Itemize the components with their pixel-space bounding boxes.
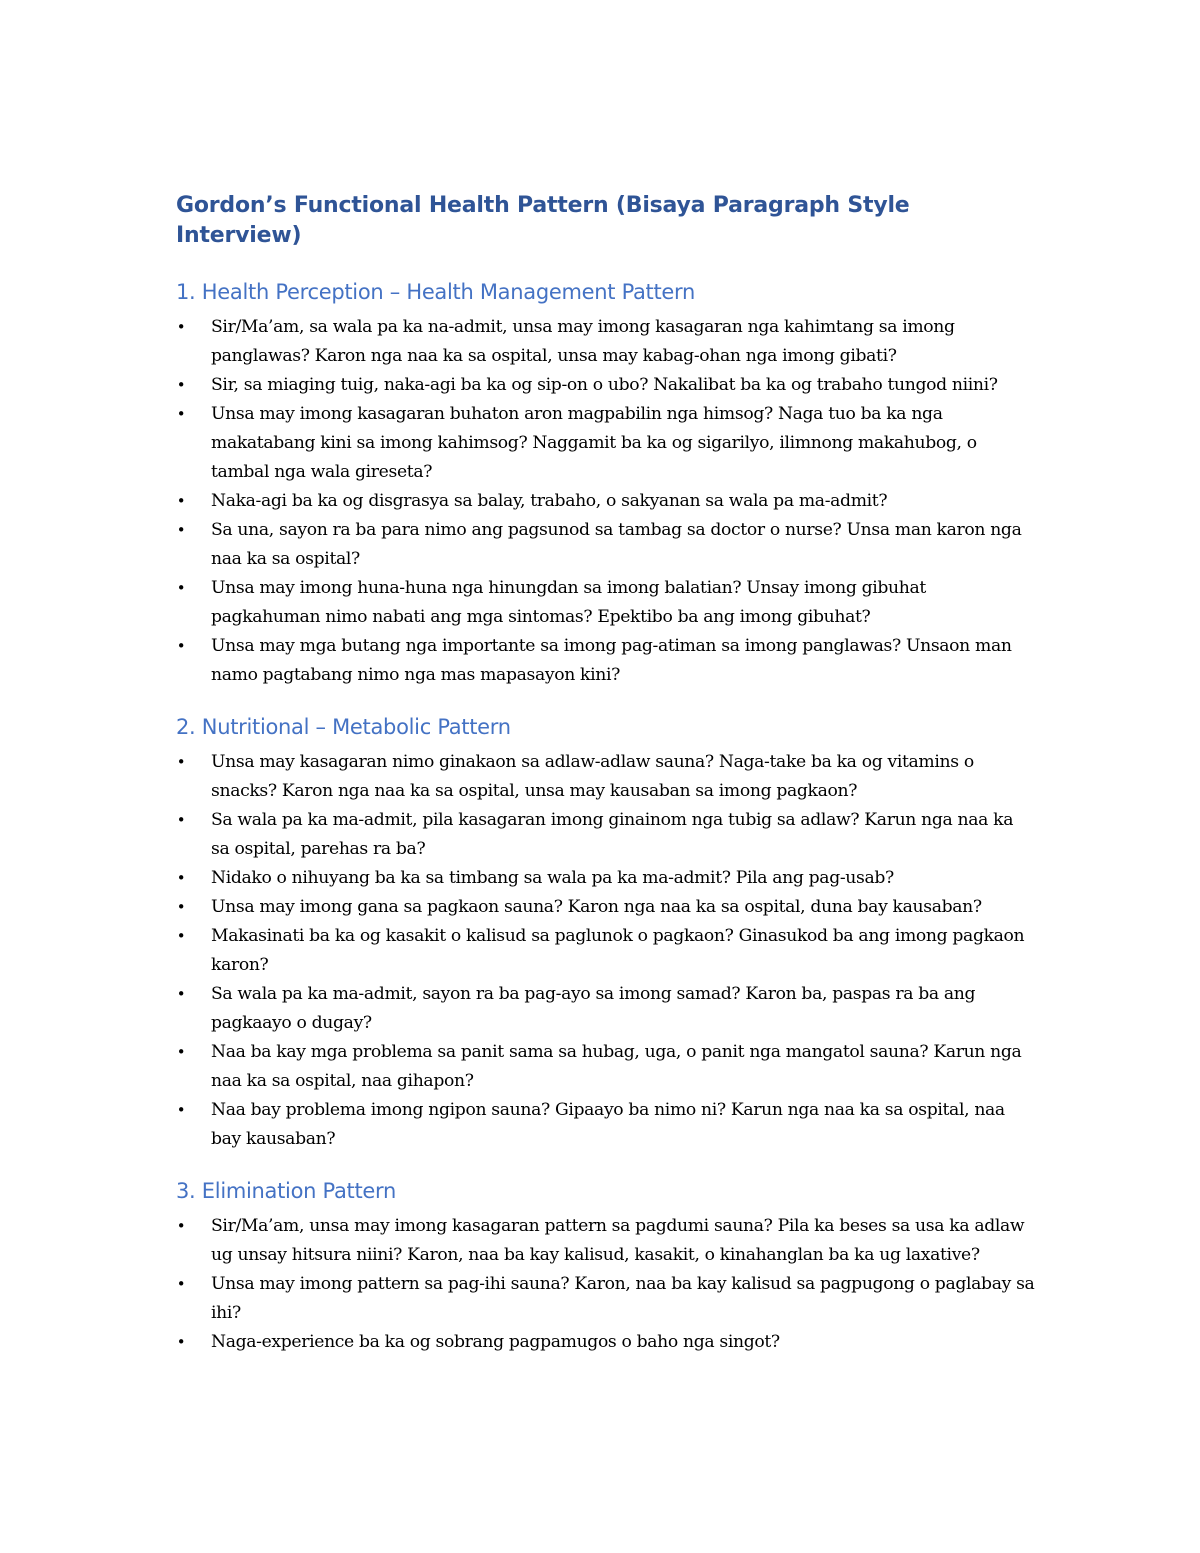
list-item: [176, 371, 1036, 400]
list-item: [176, 1212, 1036, 1270]
question-list: [176, 313, 1036, 690]
list-item: [176, 313, 1036, 371]
bullet-icon: •: [176, 1333, 186, 1351]
question-list: [176, 1212, 1036, 1357]
list-item: [176, 487, 1036, 516]
bullet-icon: •: [176, 811, 186, 829]
list-item: [176, 400, 1036, 487]
section-nutritional-metabolic: [176, 712, 1036, 1154]
bullet-icon: •: [176, 1275, 186, 1293]
list-item: [176, 1270, 1036, 1328]
question-text: Sir/Ma’am, unsa may imong kasagaran pattern sa pagdumi sauna? Pila ka beses sa usa ka adlaw ug unsay hitsura niini? Karon, naa ba kay kalisud, kasakit, o kinahanglan ba ka ug laxative?: [211, 1216, 1025, 1265]
question-text: Sa wala pa ka ma-admit, pila kasagaran imong ginainom nga tubig sa adlaw? Karun nga naa ka sa ospital, parehas ra ba?: [211, 810, 1014, 859]
bullet-icon: •: [176, 376, 186, 394]
question-text: Sa wala pa ka ma-admit, sayon ra ba pag-ayo sa imong samad? Karon ba, paspas ra ba ang pagkaayo o dugay?: [211, 984, 976, 1033]
bullet-icon: •: [176, 869, 186, 887]
bullet-icon: •: [176, 898, 186, 916]
bullet-icon: •: [176, 985, 186, 1003]
question-text: Unsa may imong huna-huna nga hinungdan sa imong balatian? Unsay imong gibuhat pagkahuman nimo nabati ang mga sintomas? Epektibo ba ang imong gibuhat?: [211, 578, 926, 627]
list-item: [176, 1096, 1036, 1154]
question-list: [176, 748, 1036, 1154]
bullet-icon: •: [176, 753, 186, 771]
question-text: Naa ba kay mga problema sa panit sama sa hubag, uga, o panit nga mangatol sauna? Karun nga naa ka sa ospital, naa gihapon?: [211, 1042, 1022, 1091]
section-heading: 2. Nutritional – Metabolic Pattern: [176, 715, 511, 739]
question-text: Naa bay problema imong ngipon sauna? Gipaayo ba nimo ni? Karun nga naa ka sa ospital, naa bay kausaban?: [211, 1100, 1005, 1149]
list-item: [176, 1328, 1036, 1357]
question-text: Sir, sa miaging tuig, naka-agi ba ka og sip-on o ubo? Nakalibat ba ka og trabaho tungod niini?: [211, 375, 998, 395]
list-item: [176, 1038, 1036, 1096]
list-item: [176, 574, 1036, 632]
question-text: Unsa may imong gana sa pagkaon sauna? Karon nga naa ka sa ospital, duna bay kausaban?: [211, 897, 982, 917]
list-item: [176, 516, 1036, 574]
bullet-icon: •: [176, 405, 186, 423]
question-text: Nidako o nihuyang ba ka sa timbang sa wala pa ka ma-admit? Pila ang pag-usab?: [211, 868, 894, 888]
section-health-perception: [176, 277, 1036, 690]
list-item: [176, 864, 1036, 893]
question-text: Sir/Ma’am, sa wala pa ka na-admit, unsa may imong kasagaran nga kahimtang sa imong panglawas? Karon nga naa ka sa ospital, unsa may kabag-ohan nga imong gibati?: [211, 317, 955, 366]
section-heading: 1. Health Perception – Health Management Pattern: [176, 280, 696, 304]
bullet-icon: •: [176, 492, 186, 510]
question-text: Unsa may mga butang nga importante sa imong pag-atiman sa imong panglawas? Unsaon man namo pagtabang nimo nga mas mapasayon kini?: [211, 636, 1012, 685]
question-text: Unsa may imong pattern sa pag-ihi sauna? Karon, naa ba kay kalisud sa pagpugong o paglabay sa ihi?: [211, 1274, 1035, 1323]
list-item: [176, 980, 1036, 1038]
list-item: [176, 922, 1036, 980]
bullet-icon: •: [176, 1043, 186, 1061]
question-text: Unsa may imong kasagaran buhaton aron magpabilin nga himsog? Naga tuo ba ka nga makatabang kini sa imong kahimsog? Naggamit ba ka og sigarilyo, ilimnong makahubog, o tambal nga wala gireseta?: [211, 404, 977, 482]
bullet-icon: •: [176, 521, 186, 539]
bullet-icon: •: [176, 1217, 186, 1235]
bullet-icon: •: [176, 579, 186, 597]
bullet-icon: •: [176, 318, 186, 336]
question-text: Makasinati ba ka og kasakit o kalisud sa paglunok o pagkaon? Ginasukod ba ang imong pagkaon karon?: [211, 926, 1025, 975]
list-item: [176, 806, 1036, 864]
section-heading: 3. Elimination Pattern: [176, 1179, 396, 1203]
bullet-icon: •: [176, 1101, 186, 1119]
question-text: Unsa may kasagaran nimo ginakaon sa adlaw-adlaw sauna? Naga-take ba ka og vitamins o snacks? Karon nga naa ka sa ospital, unsa may kausaban sa imong pagkaon?: [211, 752, 974, 801]
question-text: Sa una, sayon ra ba para nimo ang pagsunod sa tambag sa doctor o nurse? Unsa man karon nga naa ka sa ospital?: [211, 520, 1022, 569]
document-title: Gordon’s Functional Health Pattern (Bisaya Paragraph Style Interview): [176, 193, 910, 248]
question-text: Naga-experience ba ka og sobrang pagpamugos o baho nga singot?: [211, 1332, 780, 1352]
list-item: [176, 748, 1036, 806]
list-item: [176, 893, 1036, 922]
list-item: [176, 632, 1036, 690]
bullet-icon: •: [176, 927, 186, 945]
question-text: Naka-agi ba ka og disgrasya sa balay, trabaho, o sakyanan sa wala pa ma-admit?: [211, 491, 888, 511]
bullet-icon: •: [176, 637, 186, 655]
document-body: [176, 191, 1036, 1379]
section-elimination: [176, 1176, 1036, 1357]
